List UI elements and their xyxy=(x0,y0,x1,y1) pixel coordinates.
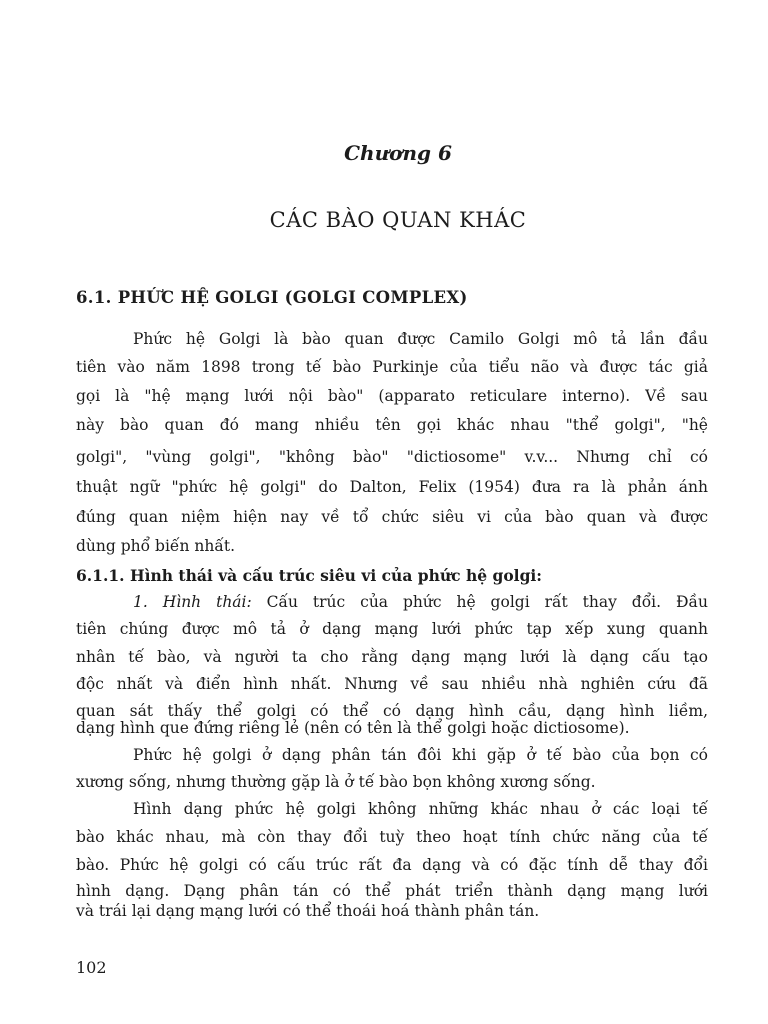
paragraph-line: Phức hệ golgi ở dạng phân tán đôi khi gặp ở tế bào của bọn có xyxy=(133,746,708,764)
paragraph-line: bào. Phức hệ golgi có cấu trúc rất đa dạng và có đặc tính dễ thay đổi xyxy=(76,856,708,874)
paragraph-line: xương sống, nhưng thường gặp là ở tế bào bọn không xương sống. xyxy=(76,773,596,791)
section-heading: 6.1. PHỨC HỆ GOLGI (GOLGI COMPLEX) xyxy=(76,288,468,307)
paragraph-line: Hình dạng phức hệ golgi không những khác nhau ở các loại tế xyxy=(133,800,708,818)
paragraph-line: dùng phổ biến nhất. xyxy=(76,537,235,555)
paragraph-line: quan sát thấy thể golgi có thể có dạng hình cầu, dạng hình liềm, xyxy=(76,702,708,720)
paragraph-line: dạng hình que đứng riêng lẻ (nên có tên là thể golgi hoặc dictiosome). xyxy=(76,719,630,737)
chapter-title: CÁC BÀO QUAN KHÁC xyxy=(269,208,527,232)
paragraph-line: tiên chúng được mô tả ở dạng mạng lưới phức tạp xếp xung quanh xyxy=(76,620,708,638)
paragraph-line: nhân tế bào, và người ta cho rằng dạng mạng lưới là dạng cấu tạo xyxy=(76,648,708,666)
paragraph-line: này bào quan đó mang nhiều tên gọi khác nhau "thể golgi", "hệ xyxy=(76,416,708,434)
paragraph-line: thuật ngữ "phức hệ golgi" do Dalton, Felix (1954) đưa ra là phản ánh xyxy=(76,478,708,496)
paragraph-line xyxy=(133,593,708,611)
paragraph-line: Phức hệ Golgi là bào quan được Camilo Golgi mô tả lần đầu xyxy=(133,330,708,348)
chapter-label: Chương 6 xyxy=(344,141,452,165)
paragraph-line: hình dạng. Dạng phân tán có thể phát triển thành dạng mạng lưới xyxy=(76,882,708,900)
paragraph-line: bào khác nhau, mà còn thay đổi tuỳ theo hoạt tính chức năng của tế xyxy=(76,828,708,846)
paragraph-line: đúng quan niệm hiện nay về tổ chức siêu vi của bào quan và được xyxy=(76,508,708,526)
paragraph-text: Cấu trúc của phức hệ golgi rất thay đổi. Đầu xyxy=(251,593,708,611)
paragraph-line: golgi", "vùng golgi", "không bào" "dictiosome" v.v... Nhưng chỉ có xyxy=(76,448,708,466)
italic-lead: 1. Hình thái: xyxy=(133,593,252,611)
paragraph-line: tiên vào năm 1898 trong tế bào Purkinje của tiểu não và được tác giả xyxy=(76,358,708,376)
paragraph-line: độc nhất và điển hình nhất. Nhưng về sau nhiều nhà nghiên cứu đã xyxy=(76,675,708,693)
page-number: 102 xyxy=(76,958,107,977)
paragraph-line: và trái lại dạng mạng lưới có thể thoái hoá thành phân tán. xyxy=(76,902,540,920)
paragraph-line: gọi là "hệ mạng lưới nội bào" (apparato reticulare interno). Về sau xyxy=(76,387,708,405)
subsection-heading: 6.1.1. Hình thái và cấu trúc siêu vi của phức hệ golgi: xyxy=(76,566,543,585)
